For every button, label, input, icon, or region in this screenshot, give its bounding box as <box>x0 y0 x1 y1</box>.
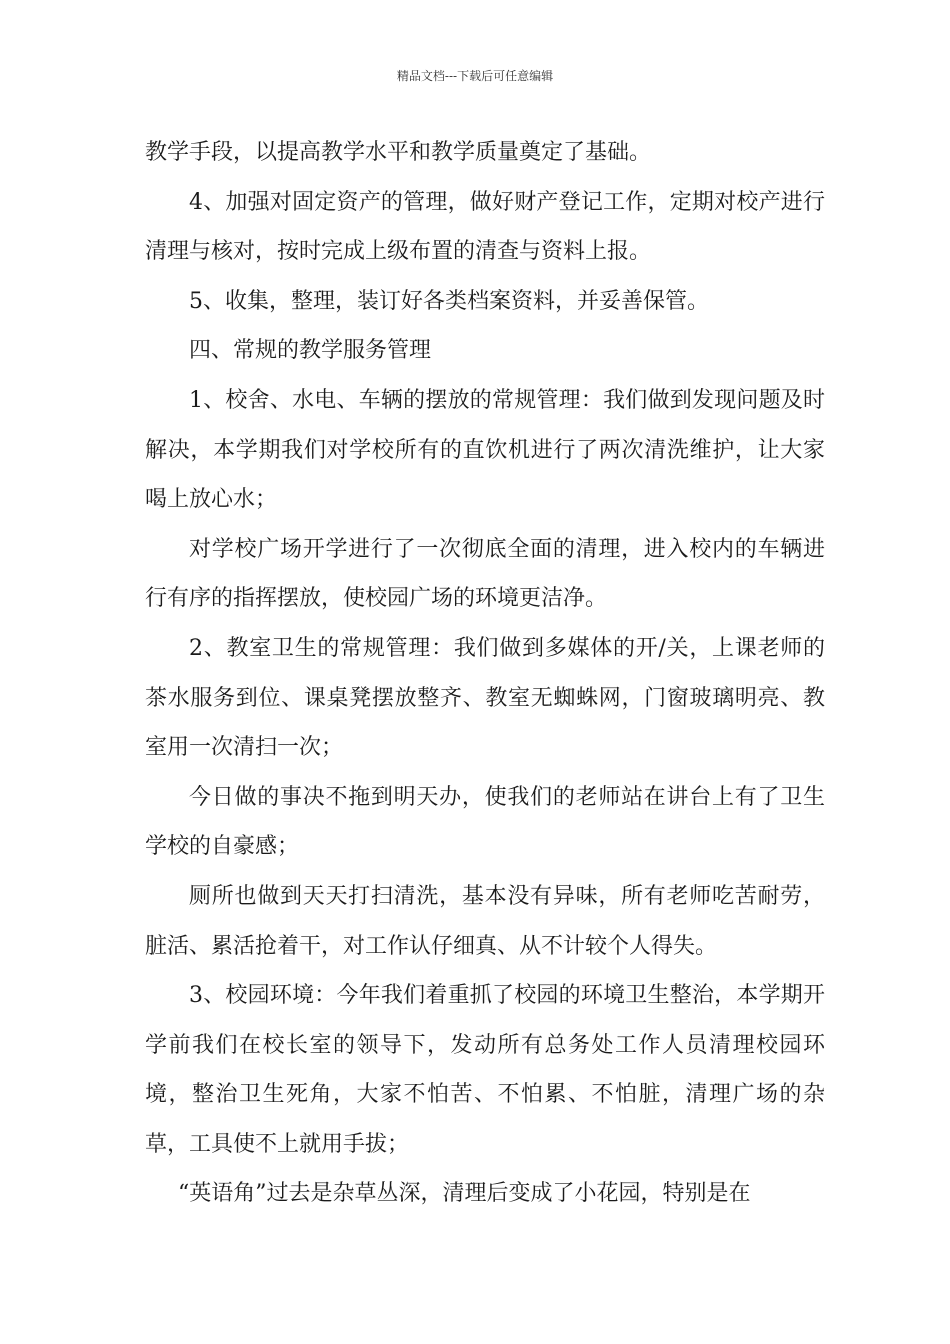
paragraph: “英语角”过去是杂草丛深，清理后变成了小花园，特别是在 <box>178 1181 751 1207</box>
paragraph: 5、收集，整理，装订好各类档案资料，并妥善保管。 <box>189 288 709 314</box>
page-header: 精品文档---下载后可任意编辑 <box>396 69 554 83</box>
paragraph: 对学校广场开学进行了一次彻底全面的清理，进入校内的车辆进行有序的指挥摆放，使校园广场的环境更洁净。 <box>145 536 825 612</box>
paragraph: 3、校园环境：今年我们着重抓了校园的环境卫生整治，本学期开学前我们在校长室的领导下，发动所有总务处工作人员清理校园环境，整治卫生死角，大家不怕苦、不怕累、不怕脏，清理广场的杂草，工具使不上就用手拔； <box>145 983 825 1157</box>
paragraph: 今日做的事决不拖到明天办，使我们的老师站在讲台上有了卫生学校的自豪感； <box>145 784 825 860</box>
document-body <box>145 128 825 1219</box>
section-heading: 四、常规的教学服务管理 <box>189 338 432 364</box>
paragraph: 教学手段，以提高教学水平和教学质量奠定了基础。 <box>145 140 652 165</box>
paragraph: 厕所也做到天天打扫清洗，基本没有异味，所有老师吃苦耐劳，脏活、累活抢着干，对工作认仔细真、从不计较个人得失。 <box>145 883 825 959</box>
paragraph: 2、教室卫生的常规管理：我们做到多媒体的开/关，上课老师的茶水服务到位、课桌凳摆放整齐、教室无蜘蛛网，门窗玻璃明亮、教室用一次清扫一次； <box>145 635 825 761</box>
paragraph: 4、加强对固定资产的管理，做好财产登记工作，定期对校产进行清理与核对，按时完成上级布置的清查与资料上报。 <box>145 189 825 265</box>
paragraph: 1、校舍、水电、车辆的摆放的常规管理：我们做到发现问题及时解决，本学期我们对学校所有的直饮机进行了两次清洗维护，让大家喝上放心水； <box>145 387 825 513</box>
